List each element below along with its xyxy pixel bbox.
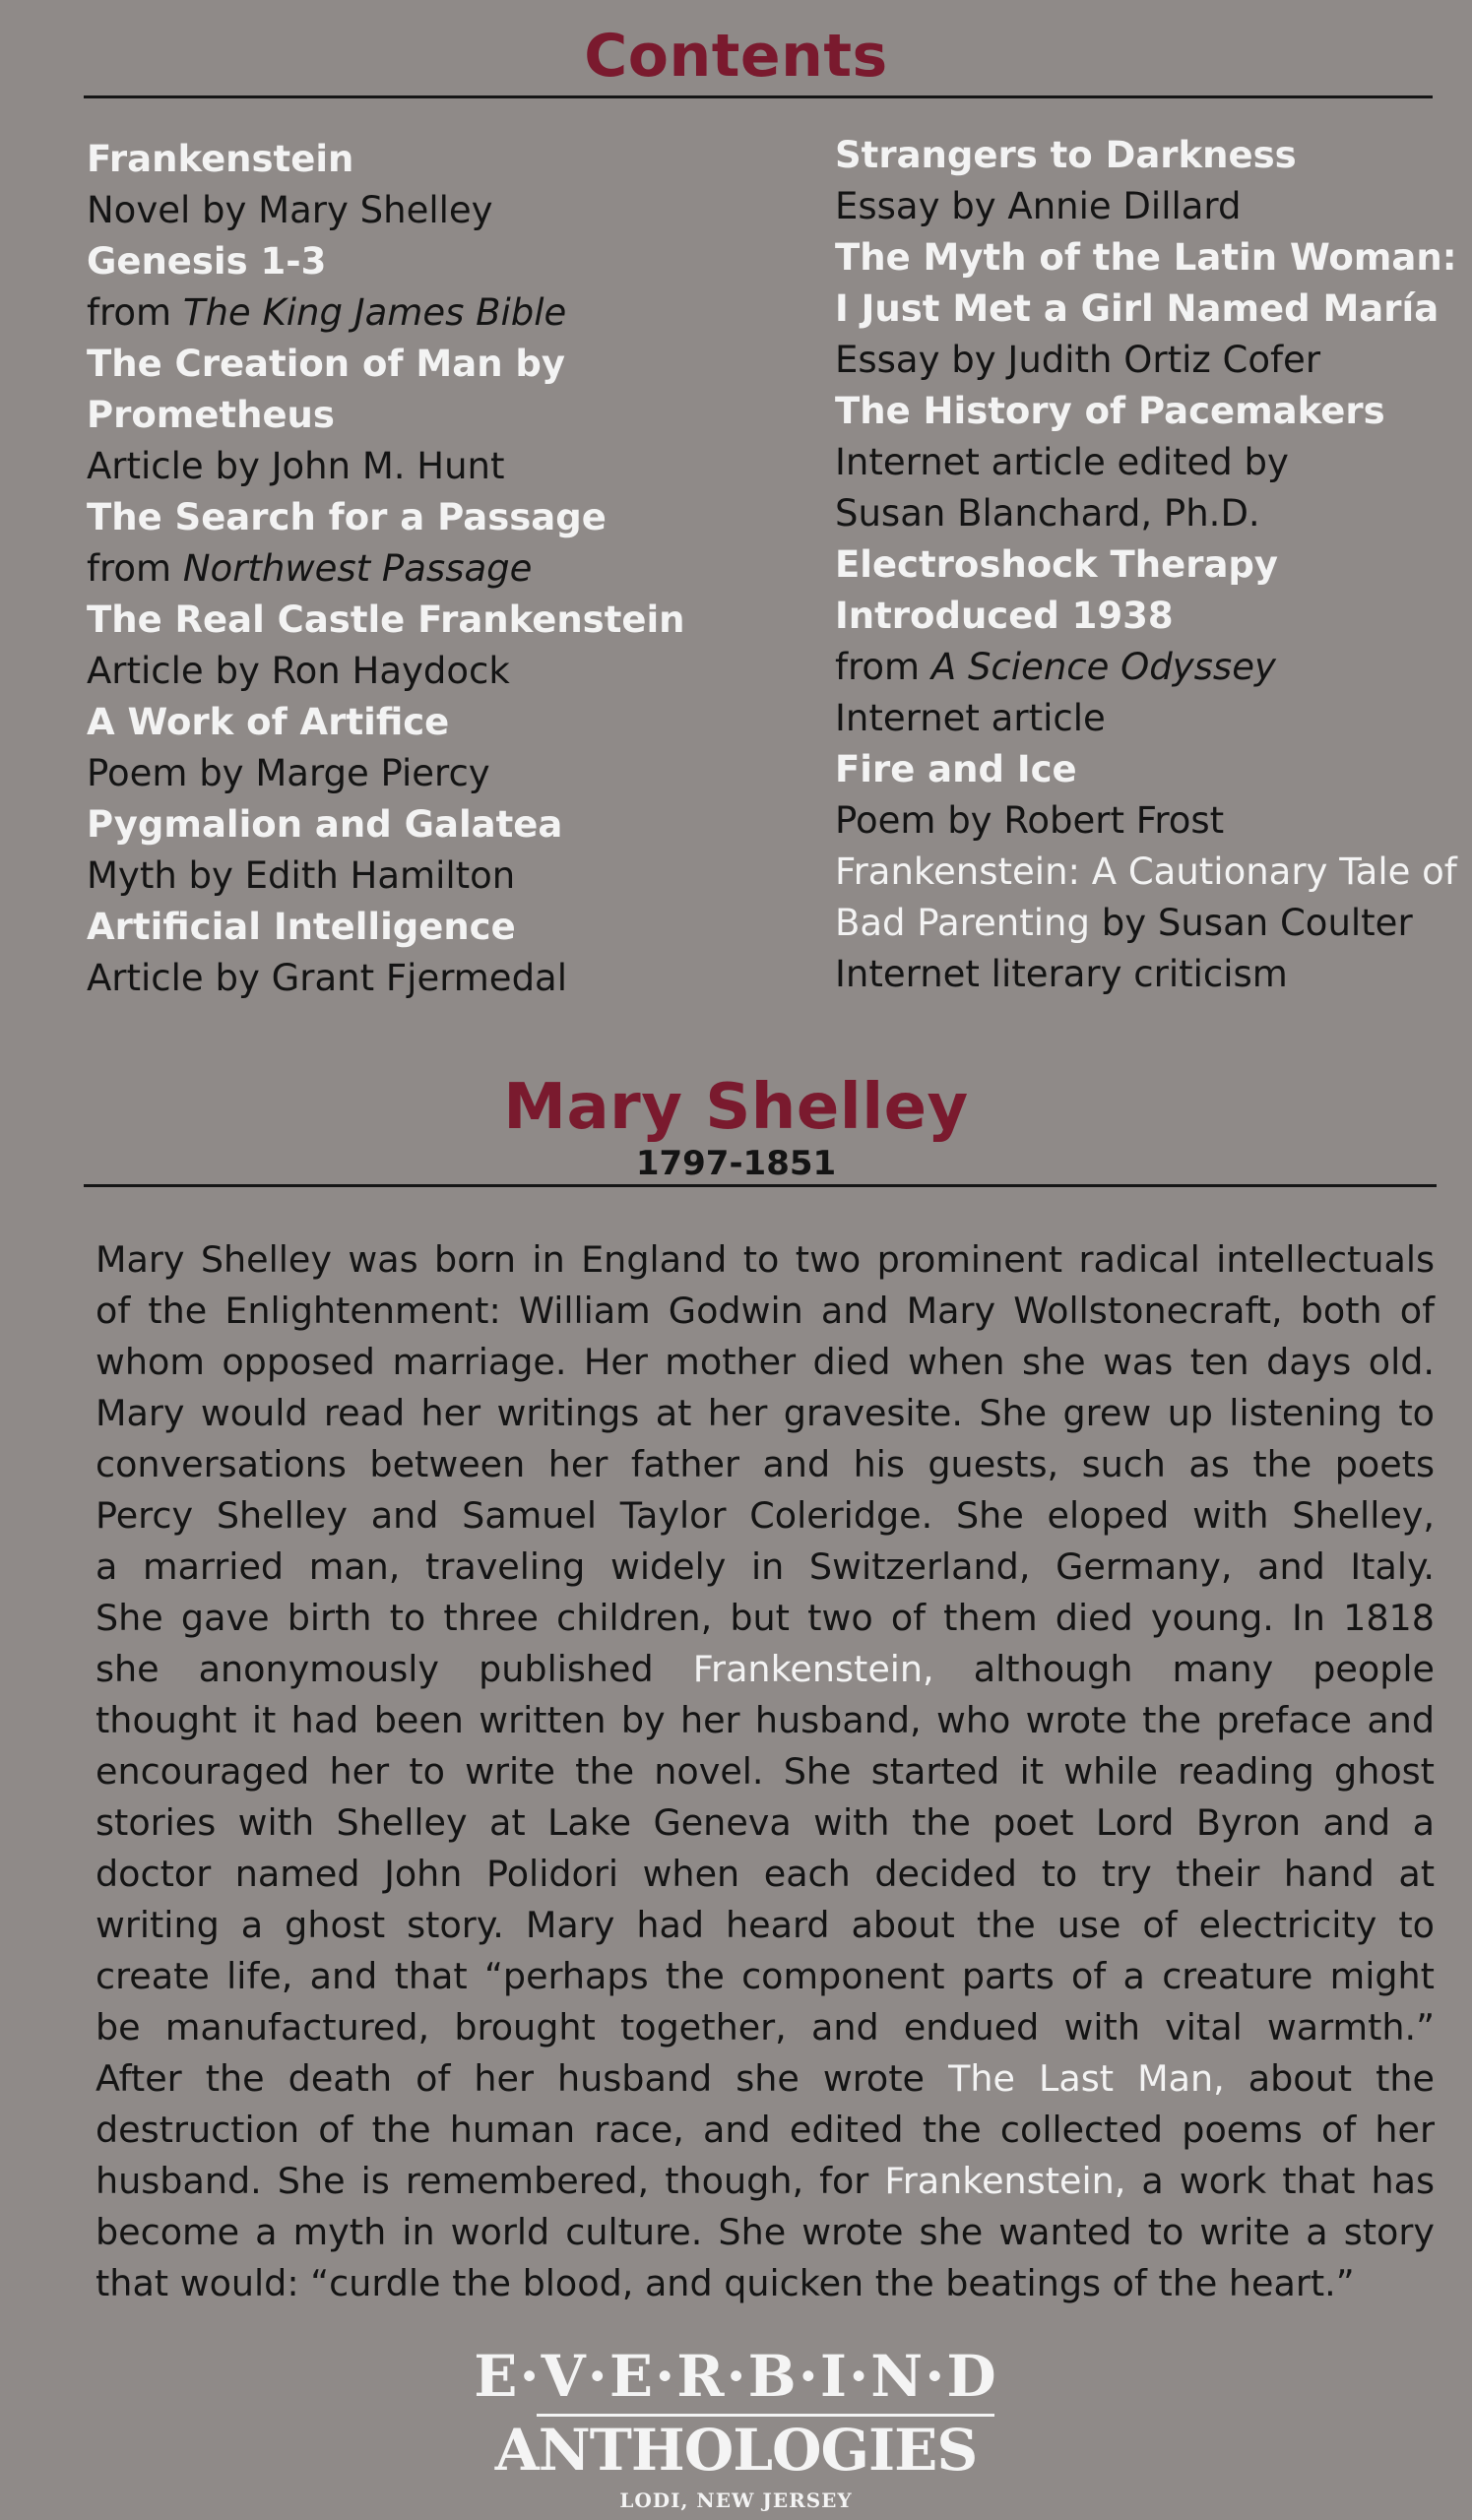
toc-title: Electroshock Therapy	[835, 543, 1279, 586]
author-rule	[84, 1184, 1437, 1187]
toc-desc: Poem by Robert Frost	[835, 799, 1225, 842]
author-biography	[96, 1234, 1435, 2309]
toc-title: Strangers to Darkness	[835, 134, 1297, 176]
toc-desc: from The King James Bible	[87, 291, 567, 334]
bio-line: encouraged her to write the novel. She started it while reading ghost	[96, 1750, 1435, 1793]
toc-desc-cont: Internet article	[835, 697, 1106, 739]
toc-title: Frankenstein	[87, 138, 354, 180]
publisher-location: LODI, NEW JERSEY	[619, 2488, 853, 2512]
contents-heading: Contents	[584, 22, 888, 91]
toc-title-cont: I Just Met a Girl Named María	[835, 287, 1440, 330]
bio-line: stories with Shelley at Lake Geneva with the poet Lord Byron and a	[96, 1801, 1435, 1844]
toc-desc: Novel by Mary Shelley	[87, 189, 493, 231]
toc-title: The Real Castle Frankenstein	[87, 598, 685, 641]
bio-line: a married man, traveling widely in Switzerland, Germany, and Italy.	[96, 1545, 1435, 1588]
toc-desc: from Northwest Passage	[87, 547, 533, 590]
bio-line: be manufactured, brought together, and endued with vital warmth.”	[96, 2006, 1435, 2048]
bio-line: become a myth in world culture. She wrote she wanted to write a story	[96, 2211, 1435, 2253]
bio-line: whom opposed marriage. Her mother died when she was ten days old.	[96, 1341, 1435, 1383]
bio-line: She gave birth to three children, but two of them died young. In 1818	[96, 1597, 1435, 1639]
toc-desc: Poem by Marge Piercy	[87, 752, 490, 794]
toc-title: Pygmalion and Galatea	[87, 803, 563, 846]
bio-line: husband. She is remembered, though, for Frankenstein, a work that has	[96, 2160, 1435, 2202]
toc-title: Genesis 1-3	[87, 240, 327, 283]
toc-left-column	[87, 134, 736, 1004]
toc-right-column	[835, 130, 1472, 1000]
bio-line: Percy Shelley and Samuel Taylor Coleridge. She eloped with Shelley,	[96, 1494, 1435, 1537]
bio-line: After the death of her husband she wrote The Last Man, about the	[96, 2057, 1436, 2100]
publisher-logo-everbind: E·V·E·R·B·I·N·D	[474, 2343, 998, 2410]
toc-desc: Internet literary criticism	[835, 953, 1288, 995]
bio-line: doctor named John Polidori when each decided to try their hand at	[96, 1853, 1435, 1895]
book-title-highlight: Frankenstein,	[692, 1648, 934, 1690]
toc-title: The Search for a Passage	[87, 496, 607, 538]
toc-title-cont: Prometheus	[87, 394, 335, 436]
bio-line: conversations between her father and his guests, such as the poets	[96, 1443, 1435, 1485]
toc-desc: Article by Ron Haydock	[87, 650, 510, 692]
author-name-heading: Mary Shelley	[503, 1071, 969, 1144]
toc-title: The Creation of Man by	[87, 343, 566, 385]
toc-title: Frankenstein: A Cautionary Tale of	[835, 850, 1457, 893]
toc-desc: Article by Grant Fjermedal	[87, 957, 568, 999]
bio-line: she anonymously published Frankenstein, although many people	[96, 1648, 1435, 1690]
toc-desc: Myth by Edith Hamilton	[87, 854, 516, 897]
toc-title: A Work of Artifice	[87, 701, 450, 743]
toc-desc: Essay by Judith Ortiz Cofer	[835, 339, 1321, 381]
bio-line: thought it had been written by her husband, who wrote the preface and	[96, 1699, 1435, 1741]
toc-desc: from A Science Odyssey	[835, 646, 1276, 688]
book-title-highlight: Frankenstein,	[884, 2160, 1126, 2202]
bio-line: Mary Shelley was born in England to two prominent radical intellectuals	[96, 1238, 1435, 1281]
bio-line: that would: “curdle the blood, and quicken the beatings of the heart.”	[96, 2262, 1355, 2304]
bio-line: destruction of the human race, and edited the collected poems of her	[96, 2109, 1435, 2151]
contents-rule	[84, 95, 1433, 98]
toc-title-cont: Bad Parenting by Susan Coulter	[835, 902, 1413, 944]
bio-line: create life, and that “perhaps the component parts of a creature might	[96, 1955, 1435, 1997]
author-dates: 1797-1851	[635, 1144, 837, 1183]
toc-desc-cont: Susan Blanchard, Ph.D.	[835, 492, 1260, 535]
toc-title: The Myth of the Latin Woman:	[835, 236, 1457, 279]
book-title-highlight: The Last Man,	[948, 2057, 1225, 2100]
toc-desc: Article by John M. Hunt	[87, 445, 505, 487]
toc-title-cont: Introduced 1938	[835, 595, 1174, 637]
bio-line: of the Enlightenment: William Godwin and Mary Wollstonecraft, both of	[96, 1290, 1435, 1332]
toc-desc: Essay by Annie Dillard	[835, 185, 1242, 227]
toc-title: Artificial Intelligence	[87, 906, 516, 948]
publisher-logo-anthologies: ANTHOLOGIES	[494, 2417, 978, 2484]
bio-line: Mary would read her writings at her gravesite. She grew up listening to	[96, 1392, 1435, 1434]
toc-title: The History of Pacemakers	[835, 390, 1385, 432]
toc-title: Fire and Ice	[835, 748, 1077, 790]
bio-line: writing a ghost story. Mary had heard about the use of electricity to	[96, 1904, 1435, 1946]
toc-desc: Internet article edited by	[835, 441, 1289, 483]
